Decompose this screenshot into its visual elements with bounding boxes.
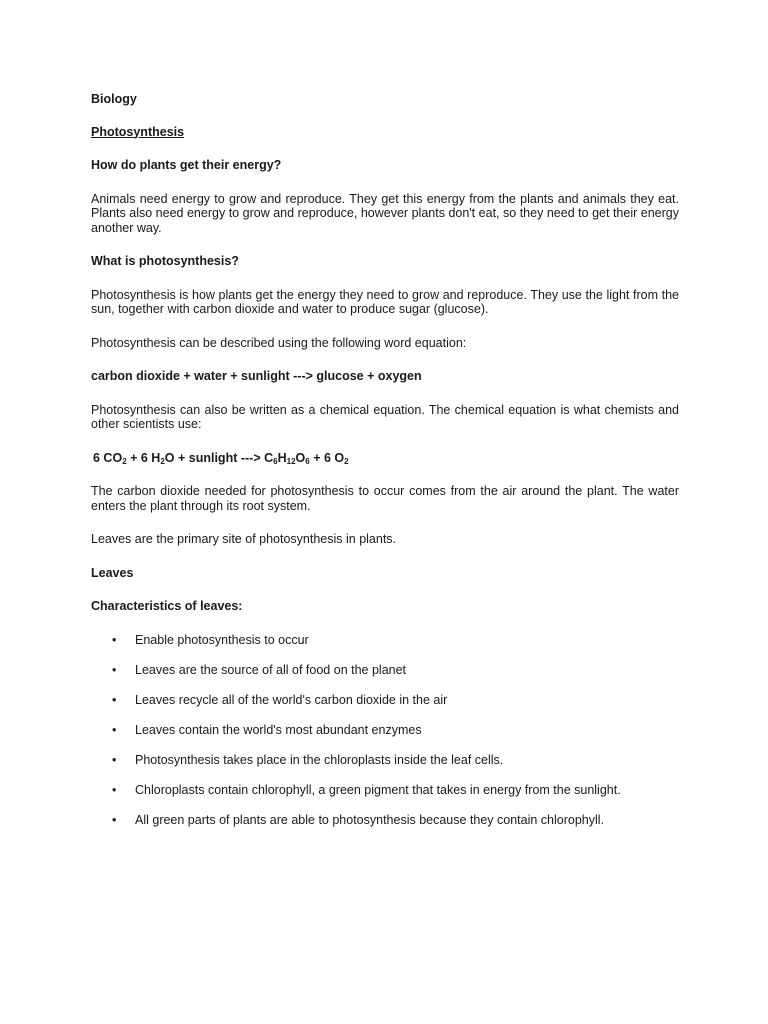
- paragraph-definition: Photosynthesis is how plants get the energy they need to grow and reproduce. They use the light from the sun, together with carbon dioxide and water to produce sugar (glucose).: [91, 287, 679, 316]
- chem-eq-part: + 6 H: [126, 450, 161, 465]
- list-item-text: Enable photosynthesis to occur: [135, 632, 309, 647]
- list-item-text: Chloroplasts contain chlorophyll, a green pigment that takes in energy from the sunlight.: [135, 782, 621, 797]
- subject-title: Biology: [91, 92, 137, 106]
- word-equation: carbon dioxide + water + sunlight ---> glucose + oxygen: [91, 369, 422, 383]
- chem-eq-subscript: 2: [160, 456, 165, 466]
- list-item: [91, 723, 679, 738]
- paragraph-word-equation-intro: Photosynthesis can be described using the following word equation:: [91, 335, 467, 350]
- chem-eq-part: 6 CO: [93, 450, 123, 465]
- paragraph-chemical-equation-intro: Photosynthesis can also be written as a chemical equation. The chemical equation is what chemists and other scientists use:: [91, 402, 679, 431]
- section-heading-photosynthesis: What is photosynthesis?: [91, 254, 239, 268]
- list-item-text: Photosynthesis takes place in the chloroplasts inside the leaf cells.: [135, 752, 504, 767]
- chem-eq-subscript: 2: [344, 456, 349, 466]
- chem-eq-part: H: [277, 450, 287, 465]
- chem-eq-part: O + sunlight ---> C: [164, 450, 274, 465]
- bullet-icon: •: [112, 752, 117, 767]
- paragraph-carbon-dioxide-source: The carbon dioxide needed for photosynthesis to occur comes from the air around the plant. The water enters the plant through its root system.: [91, 484, 679, 513]
- list-item-text: Leaves are the source of all of food on the planet: [135, 662, 407, 677]
- topic-title: Photosynthesis: [91, 124, 185, 139]
- list-item-text: Leaves contain the world's most abundant enzymes: [135, 722, 422, 737]
- document-page: [91, 92, 679, 843]
- bullet-icon: •: [112, 692, 117, 707]
- chemical-equation: [91, 451, 679, 466]
- list-item: [91, 753, 679, 768]
- chem-eq-subscript: 6: [305, 456, 310, 466]
- paragraph-leaves-primary-site: Leaves are the primary site of photosynthesis in plants.: [91, 532, 397, 546]
- section-heading-leaves: Leaves: [91, 565, 134, 580]
- chem-eq-subscript: 2: [122, 456, 127, 466]
- list-item: [91, 663, 679, 678]
- chem-eq-subscript: 6: [273, 456, 278, 466]
- bullet-icon: •: [112, 782, 117, 797]
- list-item: [91, 693, 679, 708]
- chem-eq-part: O: [295, 450, 306, 465]
- characteristics-list: [91, 633, 679, 828]
- paragraph-energy: Animals need energy to grow and reproduce. They get this energy from the plants and animals they eat. Plants also need energy to grow and reproduce, however plants don't eat, so they need to get their energy another way.: [91, 191, 679, 235]
- bullet-icon: •: [112, 812, 117, 827]
- list-item: [91, 783, 679, 798]
- list-item: [91, 633, 679, 648]
- chem-eq-part: + 6 O: [309, 450, 345, 465]
- list-item-text: Leaves recycle all of the world's carbon dioxide in the air: [135, 692, 448, 707]
- bullet-icon: •: [112, 662, 117, 677]
- list-item: [91, 813, 679, 828]
- section-heading-characteristics: Characteristics of leaves:: [91, 599, 243, 613]
- list-item-text: All green parts of plants are able to photosynthesis because they contain chlorophyll.: [135, 812, 605, 827]
- section-heading-energy: How do plants get their energy?: [91, 158, 282, 172]
- bullet-icon: •: [112, 722, 117, 737]
- chem-eq-subscript: 12: [286, 456, 296, 466]
- bullet-icon: •: [112, 632, 117, 647]
